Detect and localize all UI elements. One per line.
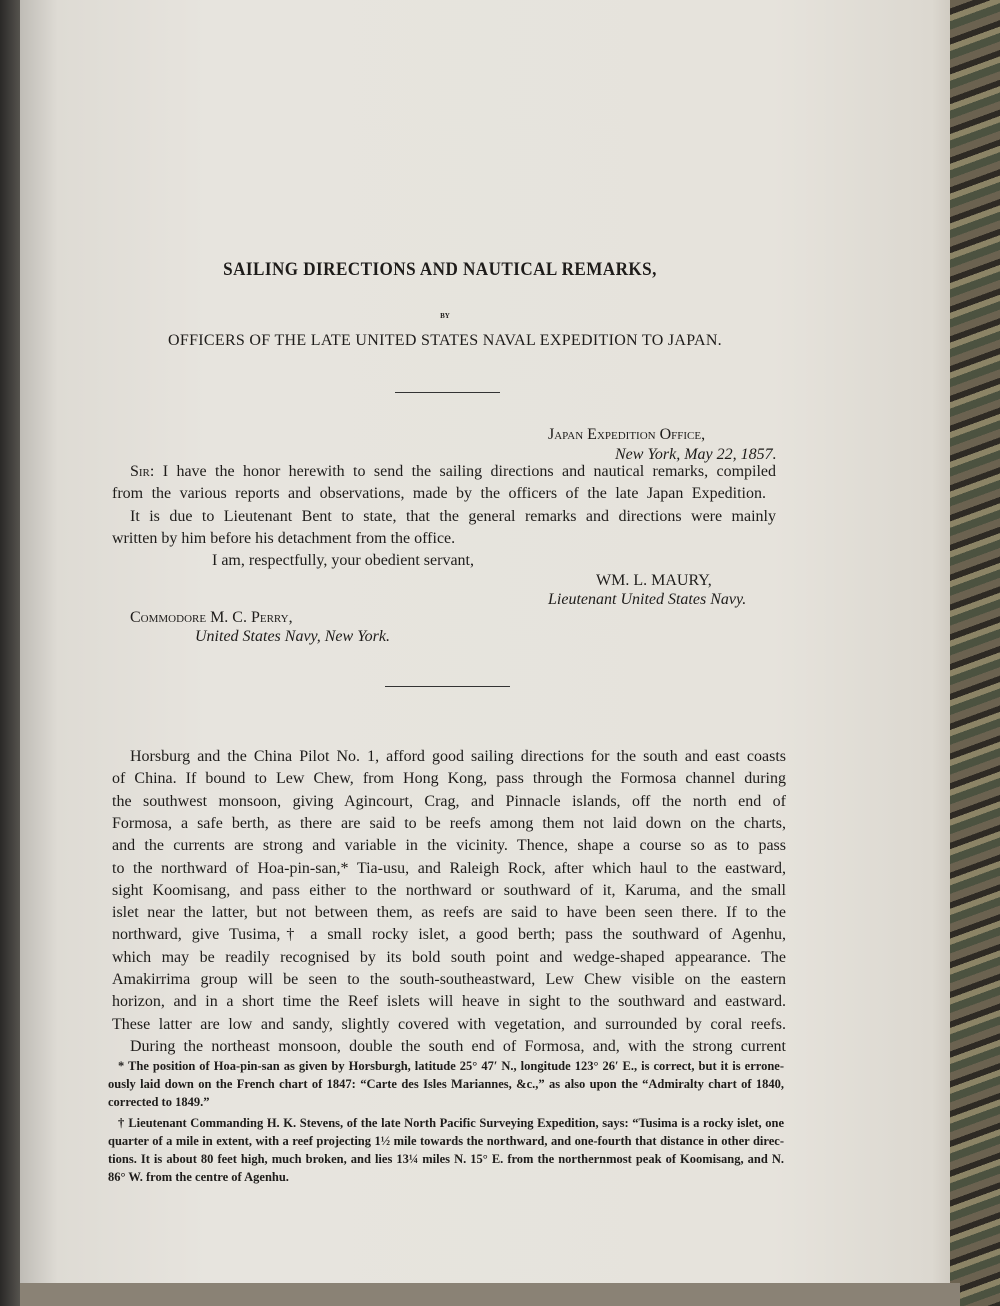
marbled-edge (950, 0, 1000, 1306)
footnote-line: tions. It is about 80 feet high, much broken, and lies 13¼ miles N. 15° E. from the northernmost peak of Koomisang, and N. (108, 1152, 784, 1166)
letter-dateline: New York, May 22, 1857. (615, 446, 777, 463)
letter-line: It is due to Lieutenant Bent to state, that the general remarks and directions were mainly (130, 508, 776, 525)
body-line: and the currents are strong and variable in the vicinity. Thence, shape a course so as to pass (112, 837, 786, 855)
body-line: horizon, and in a short time the Reef islets will heave in sight to the southward and eastward. (112, 993, 786, 1011)
body-line: sight Koomisang, and pass either to the northward or southward of it, Karuma, and the small (112, 881, 786, 899)
footnote-line: ously laid down on the French chart of 1847: “Carte des Isles Mariannes, &c.,” as also upon the “Admiralty chart of 1840, (108, 1077, 784, 1091)
signature-title: Lieutenant United States Navy. (548, 591, 747, 608)
signature: WM. L. MAURY, (596, 572, 712, 589)
page-title: SAILING DIRECTIONS AND NAUTICAL REMARKS, (223, 259, 657, 280)
footnote-line: quarter of a mile in extent, with a reef projecting 1½ mile towards the northward, and one-fourth that distance in other direc- (108, 1134, 784, 1148)
letter-line: written by him before his detachment from the office. (112, 530, 456, 547)
by-label: BY (440, 312, 450, 320)
book-cover-edge (0, 0, 22, 1306)
divider (395, 392, 500, 393)
body-line: Formosa, a safe berth, as there are said to be reefs among them not laid down on the charts, (112, 814, 786, 832)
book-page (20, 0, 960, 1285)
salutation: Sir (130, 463, 150, 480)
body-line: of China. If bound to Lew Chew, from Hong Kong, pass through the Formosa channel during (112, 770, 786, 788)
letter-line (130, 462, 776, 482)
letter-line: from the various reports and observations, made by the officers of the late Japan Expedition. (112, 485, 766, 502)
letter-closing: I am, respectfully, your obedient servant, (212, 552, 474, 569)
footnote-line: corrected to 1849.” (108, 1095, 210, 1109)
footnote-line: * The position of Hoa-pin-san as given by Horsburgh, latitude 25° 47′ N., longitude 123° 26′ E., is correct, but it is errone- (118, 1059, 784, 1073)
body-line: the southwest monsoon, giving Agincourt, Crag, and Pinnacle islands, off the north end of (112, 792, 786, 810)
letter-text: : I have the honor herewith to send the sailing directions and nautical remarks, compiled (149, 463, 776, 480)
body-line: northward, give Tusima,† a small rocky islet, a good berth; pass the southward of Agenhu, (112, 926, 786, 944)
addressee: Commodore M. C. Perry, (130, 609, 293, 626)
divider (385, 686, 510, 687)
body-line: to the northward of Hoa-pin-san,* Tia-usu, and Raleigh Rock, after which haul to the eastward, (112, 859, 786, 877)
body-line: islet near the latter, but not between them, as reefs are said to have been seen there. If to the (112, 904, 786, 922)
footnote-line: † Lieutenant Commanding H. K. Stevens, of the late North Pacific Surveying Expedition, says: “Tusima is a rocky islet, one (118, 1116, 784, 1130)
body-line: During the northeast monsoon, double the south end of Formosa, and, with the strong current (130, 1037, 786, 1055)
addressee-place: United States Navy, New York. (195, 628, 390, 645)
page-subtitle: OFFICERS OF THE LATE UNITED STATES NAVAL EXPEDITION TO JAPAN. (168, 332, 722, 349)
book-board-bottom (20, 1283, 960, 1306)
body-line: These latter are low and sandy, slightly covered with vegetation, and surrounded by coral reefs. (112, 1015, 786, 1033)
letter-office: Japan Expedition Office, (548, 426, 706, 443)
body-line: Horsburg and the China Pilot No. 1, afford good sailing directions for the south and east coasts (130, 748, 786, 765)
footnote-line: 86° W. from the centre of Agenhu. (108, 1170, 289, 1184)
body-line: Amakirrima group will be seen to the south-southeastward, Lew Chew visible on the eastern (112, 971, 786, 988)
body-line: which may be readily recognised by its bold south point and wedge-shaped appearance. The (112, 948, 786, 966)
